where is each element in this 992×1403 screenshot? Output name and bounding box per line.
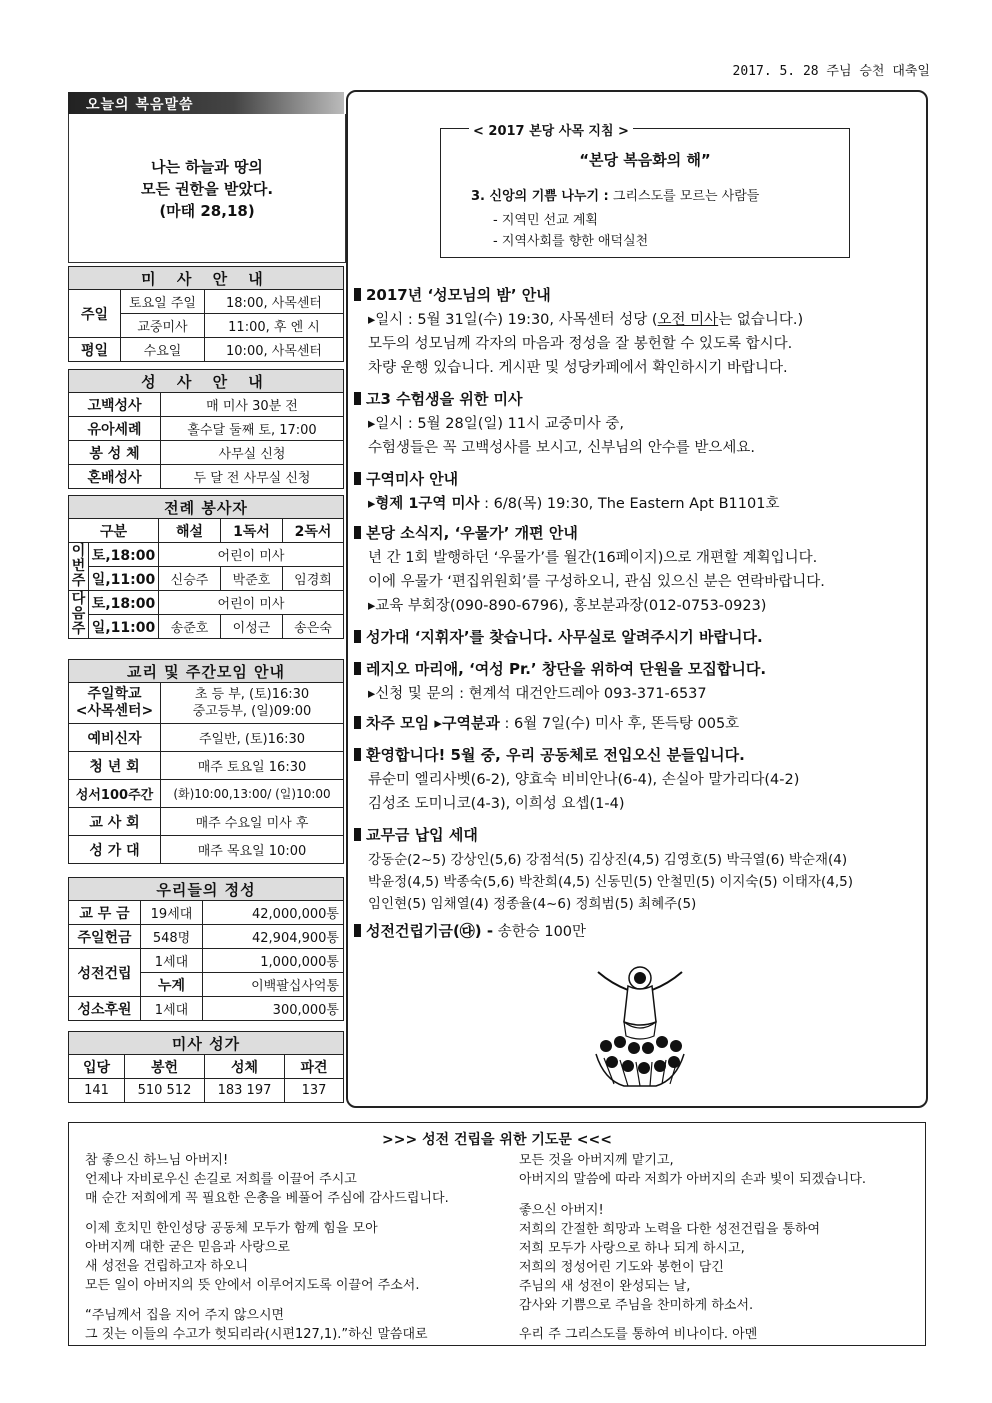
prayer-left-line: 이제 호치민 한인성당 공동체 모두가 함께 힘을 모아 bbox=[85, 1221, 378, 1236]
wed-time: 10:00, 사목센터 bbox=[205, 338, 344, 362]
prayer-left-line: 참 좋으신 하느님 아버지! bbox=[85, 1153, 229, 1168]
sacrament-value: 두 달 전 사무실 신청 bbox=[161, 465, 344, 489]
dues-line-3: 임인현(5) 임채열(4) 정종율(4~6) 정희범(5) 최혜주(5) bbox=[368, 896, 697, 912]
prayer-right-line: 좋으신 아버지! bbox=[519, 1203, 604, 1218]
children-mass: 어린이 미사 bbox=[159, 591, 344, 615]
newsletter-line-3: ▸교육 부회장(090-890-6796), 홍보분과장(012-0753-0923) bbox=[368, 598, 767, 614]
morning-mass-underlined: 오전 미사 bbox=[657, 312, 719, 328]
section-title: 환영합니다! 5월 중, 우리 공동체로 전입오신 분들입니다. bbox=[366, 746, 745, 764]
section-title: 본당 소식지, ‘우물가’ 개편 안내 bbox=[366, 524, 578, 542]
section-district-mass bbox=[354, 468, 458, 489]
sacrament-value: 홀수달 둘째 토, 17:00 bbox=[161, 417, 344, 441]
gyojung-time: 11:00, 후 엔 시 bbox=[205, 314, 344, 338]
hymn-table bbox=[68, 1031, 344, 1103]
bullet-square-icon bbox=[354, 748, 361, 761]
prayer-left-line: 새 성전을 건립하고자 하오니 bbox=[85, 1259, 249, 1274]
bullet-square-icon bbox=[354, 716, 361, 729]
gospel-line-1: 나는 하늘과 땅의 bbox=[151, 158, 263, 176]
sunday-school-name: 주일학교 bbox=[87, 686, 142, 702]
prayer-right-line: 저희 모두가 사랑으로 하나 되게 하시고, bbox=[519, 1241, 745, 1256]
liturgy-table bbox=[68, 495, 344, 639]
offering-key: 성소후원 bbox=[69, 997, 141, 1021]
catechism-value: 매주 수요일 미사 후 bbox=[161, 808, 344, 836]
mary-night-time-text: ▸일시 : 5월 31일(수) 19:30, 사목센터 성당 ( bbox=[368, 312, 658, 328]
section-title: 교무금 납입 세대 bbox=[366, 826, 478, 844]
hymn-communion: 183 197 bbox=[205, 1079, 285, 1103]
prayer-right-line: 아버지의 말씀에 따라 저희가 아버지의 손과 빛이 되겠습니다. bbox=[519, 1172, 867, 1187]
prayer-right-line: 우리 주 그리스도를 통하여 비나이다. 아멘 bbox=[519, 1327, 758, 1342]
this-week-label: 이번주 bbox=[69, 543, 89, 591]
sacrament-key: 유아세례 bbox=[69, 417, 161, 441]
prayer-left-line: “주님께서 집을 지어 주지 않으시면 bbox=[85, 1308, 285, 1323]
sacrament-value: 사무실 신청 bbox=[161, 441, 344, 465]
this-week-commentary: 신승주 bbox=[159, 567, 221, 591]
offering-amount: 300,000통 bbox=[203, 997, 344, 1021]
district-mass-name: ▸형제 1구역 미사 bbox=[368, 496, 480, 512]
meeting-name: ▸구역분과 bbox=[434, 714, 500, 732]
hymn-dismissal-label: 파견 bbox=[285, 1055, 344, 1079]
section-dues bbox=[354, 824, 478, 845]
policy-title: < 2017 본당 사목 지침 > bbox=[469, 120, 633, 139]
sat-sunday-time: 18:00, 사목센터 bbox=[205, 290, 344, 314]
policy-sub-1: - 지역민 선교 계획 bbox=[493, 213, 598, 228]
liturgy-header-reading2: 2독서 bbox=[283, 519, 344, 543]
offering-key: 주일헌금 bbox=[69, 925, 141, 949]
bullet-square-icon bbox=[354, 630, 361, 643]
sunday-school-value bbox=[161, 683, 344, 724]
liturgy-header-reading1: 1독서 bbox=[221, 519, 283, 543]
wed-mass: 수요일 bbox=[121, 338, 205, 362]
policy-item-title: 3. 신앙의 기쁨 나누기 : bbox=[471, 189, 609, 204]
sacrament-title: 성 사 안 내 bbox=[69, 370, 344, 393]
liturgy-header-gubun: 구분 bbox=[69, 519, 159, 543]
prayer-left-line: 언제나 자비로우신 손길로 저희를 이끌어 주시고 bbox=[85, 1172, 357, 1187]
ascension-illustration bbox=[584, 962, 696, 1090]
newsletter-line-2: 이에 우물가 ‘편집위원회’를 구성하오니, 관심 있으신 분은 연락바랍니다. bbox=[368, 574, 825, 590]
catechism-value: 주일반, (토)16:30 bbox=[161, 724, 344, 752]
exam-mass-line-1: ▸일시 : 5월 28일(일) 11시 교중미사 중, bbox=[368, 416, 624, 432]
meeting-detail: : 6월 7일(수) 미사 후, 똔득탕 005호 bbox=[499, 716, 740, 732]
gospel-reference: (마태 28,18) bbox=[159, 202, 255, 220]
next-week-label: 다음주 bbox=[69, 591, 89, 639]
bullet-square-icon bbox=[354, 924, 361, 937]
hymn-dismissal: 137 bbox=[285, 1079, 344, 1103]
catechism-title: 교리 및 주간모임 안내 bbox=[69, 660, 344, 683]
sunday-school-place: <사목센터> bbox=[75, 703, 154, 719]
offering-title: 우리들의 정성 bbox=[69, 878, 344, 901]
policy-item-desc: 그리스도를 모르는 사람들 bbox=[612, 189, 760, 204]
liturgy-header-commentary: 해설 bbox=[159, 519, 221, 543]
section-newsletter bbox=[354, 522, 578, 543]
liturgy-title: 전례 봉사자 bbox=[69, 496, 344, 519]
announcements-panel bbox=[346, 90, 928, 1108]
hymn-communion-label: 성체 bbox=[205, 1055, 285, 1079]
offering-amount: 1,000,000통 bbox=[203, 949, 344, 973]
section-title: 차주 모임 bbox=[366, 714, 430, 732]
gospel-title-bar bbox=[68, 92, 344, 114]
prayer-title: >>> 성전 건립을 위한 기도문 <<< bbox=[382, 1132, 612, 1148]
bullet-square-icon bbox=[354, 472, 361, 485]
children-mass: 어린이 미사 bbox=[159, 543, 344, 567]
catechism-value: (화)10:00,13:00/ (일)10:00 bbox=[161, 780, 344, 808]
section-exam-mass bbox=[354, 388, 523, 409]
section-title: 레지오 마리애, ‘여성 Pr.’ 창단을 위하여 단원을 모집합니다. bbox=[366, 660, 767, 678]
catechism-value: 매주 토요일 16:30 bbox=[161, 752, 344, 780]
prayer-left-line: 아버지께 대한 굳은 믿음과 사랑으로 bbox=[85, 1240, 290, 1255]
section-mary-night bbox=[354, 284, 551, 305]
prayer-left-line: 그 짓는 이들의 수고가 헛되리라(시편127,1).”하신 말씀대로 bbox=[85, 1327, 428, 1342]
mary-night-line-3: 차량 운행 있습니다. 게시판 및 성당카페에서 확인하시기 바랍니다. bbox=[368, 360, 788, 376]
section-title: 성가대 ‘지휘자’를 찾습니다. 사무실로 알려주시기 바랍니다. bbox=[366, 628, 763, 646]
catechism-value: 매주 목요일 10:00 bbox=[161, 836, 344, 864]
this-week-reading2: 임경희 bbox=[283, 567, 344, 591]
section-building-fund bbox=[354, 920, 586, 941]
hymn-offertory: 510 512 bbox=[125, 1079, 205, 1103]
district-mass-line bbox=[368, 492, 779, 513]
mass-info-title: 미 사 안 내 bbox=[69, 267, 344, 290]
section-title: 2017년 ‘성모님의 밤’ 안내 bbox=[366, 286, 551, 304]
offering-table bbox=[68, 877, 344, 1021]
section-title: 성전건립기금(㉰) - bbox=[366, 922, 494, 940]
prayer-right-line: 모든 것을 아버지께 맡기고, bbox=[519, 1153, 674, 1168]
prayer-right-line: 저희의 정성어린 기도와 봉헌이 담긴 bbox=[519, 1260, 724, 1275]
mary-night-time-end: 는 없습니다.) bbox=[718, 312, 804, 328]
sat-time: 토,18:00 bbox=[89, 543, 159, 567]
hymn-entrance: 141 bbox=[69, 1079, 125, 1103]
section-title: 고3 수험생을 위한 미사 bbox=[366, 390, 523, 408]
offering-key: 성전건립 bbox=[69, 949, 141, 997]
section-choir-conductor bbox=[354, 626, 763, 647]
sat-sunday-mass: 토요일 주일 bbox=[121, 290, 205, 314]
gospel-box bbox=[68, 114, 346, 263]
elementary-time: 초 등 부, (토)16:30 bbox=[194, 687, 310, 702]
sacrament-key: 봉 성 체 bbox=[69, 441, 161, 465]
offering-count: 548명 bbox=[141, 925, 203, 949]
hymn-entrance-label: 입당 bbox=[69, 1055, 125, 1079]
offering-amount: 42,000,000통 bbox=[203, 901, 344, 925]
gospel-bar-title: 오늘의 복음말씀 bbox=[86, 97, 194, 113]
offering-amount: 42,904,900통 bbox=[203, 925, 344, 949]
sat-time: 토,18:00 bbox=[89, 591, 159, 615]
dues-line-2: 박윤정(4,5) 박종숙(5,6) 박찬희(4,5) 신동민(5) 안철민(5) 이지숙(5) 이태자(4,5) bbox=[368, 874, 853, 890]
secondary-time: 중고등부, (일)09:00 bbox=[192, 704, 312, 719]
sacrament-key: 고백성사 bbox=[69, 393, 161, 417]
catechism-key: 교 사 회 bbox=[69, 808, 161, 836]
catechism-key: 예비신자 bbox=[69, 724, 161, 752]
catechism-key: 청 년 회 bbox=[69, 752, 161, 780]
offering-cumulative: 이백팔십사억통 bbox=[203, 973, 344, 997]
welcome-line-1: 류순미 엘리사벳(6-2), 양효숙 비비안나(6-4), 손실아 말가리다(4-2) bbox=[368, 772, 800, 788]
sunday-label: 주일 bbox=[69, 290, 121, 338]
section-title: 구역미사 안내 bbox=[366, 470, 459, 488]
section-welcome bbox=[354, 744, 745, 765]
building-fund-donor: 송한승 100만 bbox=[493, 924, 587, 940]
next-week-reading1: 이성근 bbox=[221, 615, 283, 639]
newsletter-line-1: 년 간 1회 발행하던 ‘우물가’를 월간(16페이지)으로 개편할 계획입니다. bbox=[368, 550, 818, 566]
prayer-right-line: 주님의 새 성전이 완성되는 날, bbox=[519, 1279, 691, 1294]
policy-theme: “본당 복음화의 해” bbox=[579, 151, 711, 169]
offering-key: 교 무 금 bbox=[69, 901, 141, 925]
building-prayer-box bbox=[68, 1122, 926, 1346]
prayer-left-line: 모든 일이 아버지의 뜻 안에서 이루어지도록 이끌어 주소서. bbox=[85, 1278, 420, 1293]
policy-sub-2: - 지역사회를 향한 애덕실천 bbox=[493, 234, 649, 249]
exam-mass-line-2: 수험생들은 꼭 고백성사를 보시고, 신부님의 안수를 받으세요. bbox=[368, 440, 756, 456]
hymn-offertory-label: 봉헌 bbox=[125, 1055, 205, 1079]
catechism-key: 성 가 대 bbox=[69, 836, 161, 864]
sacrament-value: 매 미사 30분 전 bbox=[161, 393, 344, 417]
bullet-square-icon bbox=[354, 662, 361, 675]
section-legio bbox=[354, 658, 766, 679]
mary-night-time bbox=[368, 308, 803, 329]
bullet-square-icon bbox=[354, 392, 361, 405]
catechism-key: 성서100주간 bbox=[69, 780, 161, 808]
bullet-square-icon bbox=[354, 288, 361, 301]
gospel-line-2: 모든 권한을 받았다. bbox=[140, 180, 274, 198]
next-week-commentary: 송준호 bbox=[159, 615, 221, 639]
policy-item bbox=[471, 185, 759, 204]
offering-count: 1세대 bbox=[141, 949, 203, 973]
bulletin-date: 2017. 5. 28 주님 승천 대축일 bbox=[732, 64, 930, 79]
section-next-week-meeting bbox=[354, 712, 739, 733]
welcome-line-2: 김성조 도미니코(4-3), 이희성 요셉(1-4) bbox=[368, 796, 625, 812]
prayer-right-line: 저희의 간절한 희망과 노력을 다한 성전건립을 통하여 bbox=[519, 1222, 821, 1237]
sacrament-table bbox=[68, 369, 344, 489]
dues-line-1: 강동순(2~5) 강상인(5,6) 강점석(5) 김상진(4,5) 김영호(5) 박극열(6) 박순재(4) bbox=[368, 852, 848, 868]
pastoral-policy-box bbox=[440, 124, 850, 258]
mass-info-table bbox=[68, 266, 344, 362]
gyojung-mass: 교중미사 bbox=[121, 314, 205, 338]
gospel-verse bbox=[69, 156, 345, 222]
sun-time: 일,11:00 bbox=[89, 567, 159, 591]
bullet-square-icon bbox=[354, 526, 361, 539]
sacrament-key: 혼배성사 bbox=[69, 465, 161, 489]
district-mass-detail: : 6/8(목) 19:30, The Eastern Apt B1101호 bbox=[479, 496, 780, 512]
offering-cumulative-label: 누계 bbox=[141, 973, 203, 997]
catechism-table bbox=[68, 659, 344, 864]
legio-line-1: ▸신청 및 문의 : 현계석 대건안드레아 093-371-6537 bbox=[368, 686, 707, 702]
sunday-school-label bbox=[69, 683, 161, 724]
prayer-right-line: 감사와 기쁨으로 주님을 찬미하게 하소서. bbox=[519, 1298, 754, 1313]
next-week-reading2: 송은숙 bbox=[283, 615, 344, 639]
offering-count: 1세대 bbox=[141, 997, 203, 1021]
mary-night-line-2: 모두의 성모님께 각자의 마음과 정성을 잘 봉헌할 수 있도록 합시다. bbox=[368, 336, 793, 352]
bullet-square-icon bbox=[354, 828, 361, 841]
weekday-label: 평일 bbox=[69, 338, 121, 362]
sun-time: 일,11:00 bbox=[89, 615, 159, 639]
hymn-title: 미사 성가 bbox=[69, 1032, 344, 1055]
offering-count: 19세대 bbox=[141, 901, 203, 925]
this-week-reading1: 박준호 bbox=[221, 567, 283, 591]
prayer-left-line: 매 순간 저희에게 꼭 필요한 은총을 베풀어 주심에 감사드립니다. bbox=[85, 1191, 449, 1206]
